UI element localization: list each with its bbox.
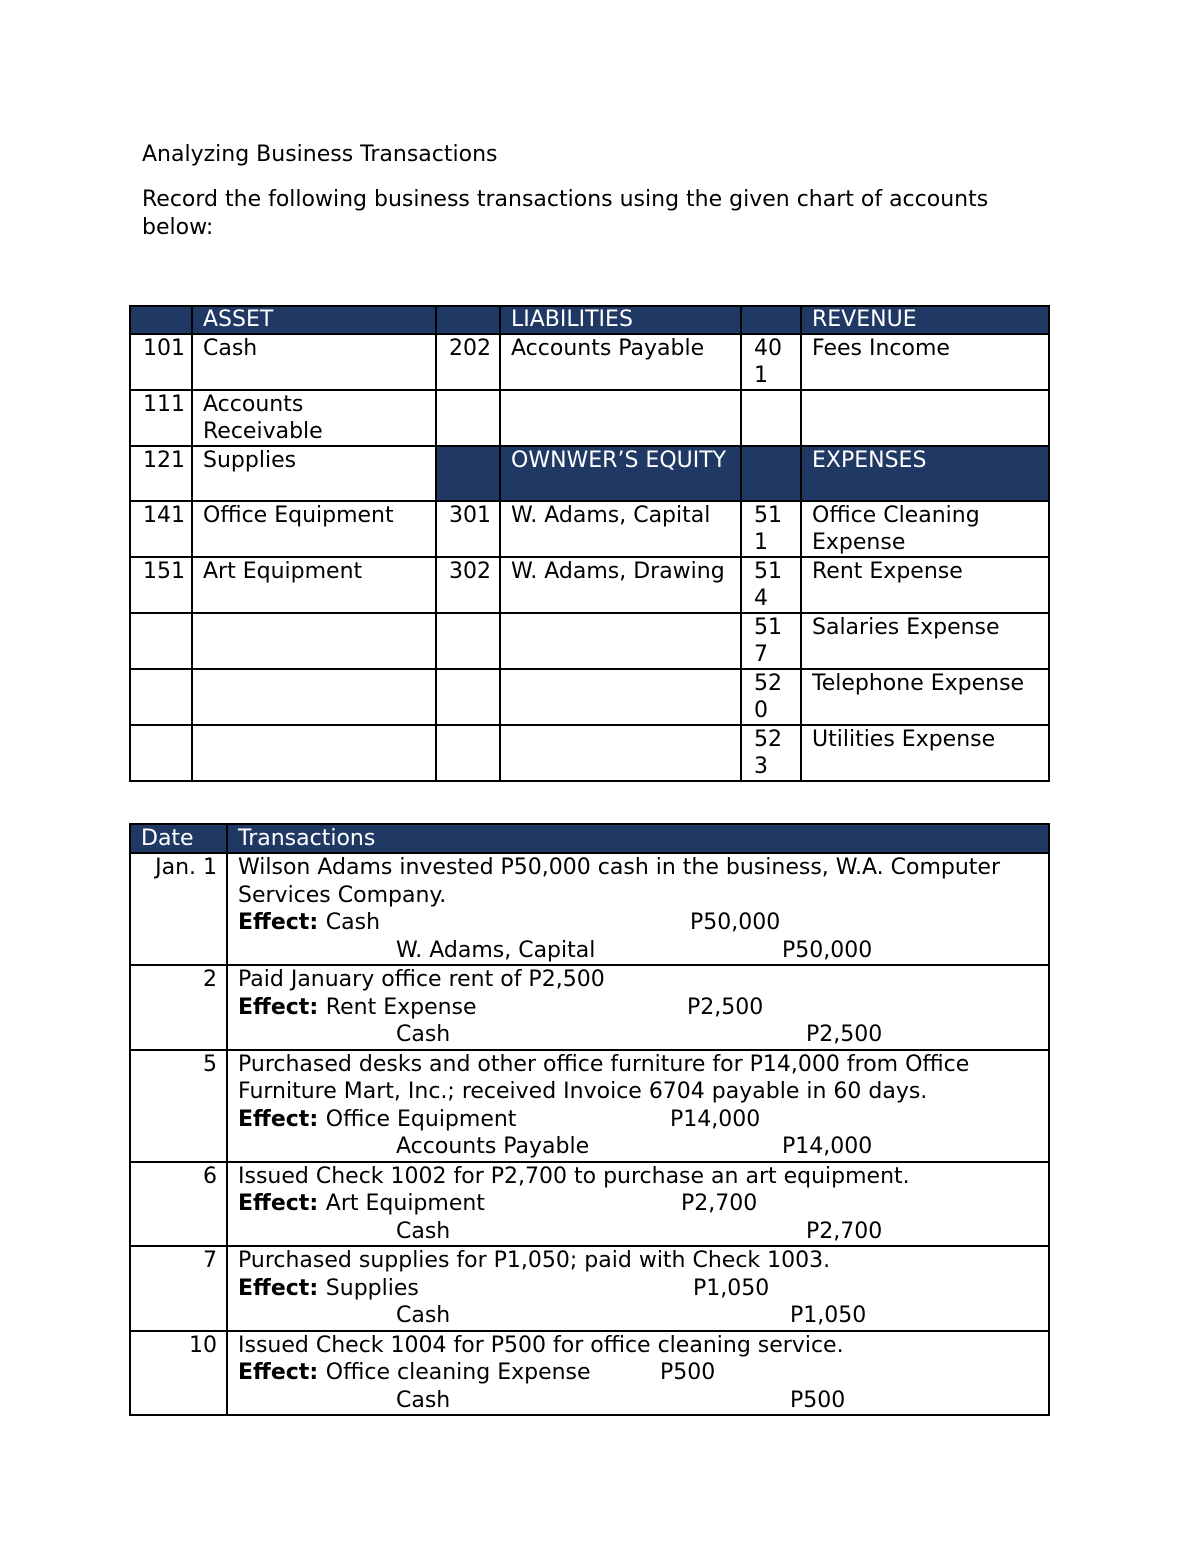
account-name: Telephone Expense <box>801 669 1049 725</box>
account-code: 514 <box>741 557 801 613</box>
transaction-date: 7 <box>130 1246 227 1331</box>
transaction-date: 10 <box>130 1331 227 1416</box>
debit-line <box>238 994 1038 1022</box>
coa-row <box>130 446 1049 501</box>
expenses-header: EXPENSES <box>801 446 1049 501</box>
debit-account: Office cleaning Expense <box>325 1360 591 1385</box>
effect-label: Effect: <box>238 994 326 1020</box>
credit-line <box>238 1218 1038 1246</box>
account-name: Rent Expense <box>801 557 1049 613</box>
debit-line <box>238 1190 1038 1218</box>
effect-label: Effect: <box>238 1191 326 1216</box>
debit-amount: P14,000 <box>670 1106 761 1132</box>
account-code: 121 <box>130 446 192 501</box>
credit-line <box>238 1133 1038 1161</box>
transaction-row <box>130 853 1049 965</box>
debit-line <box>238 1275 1038 1303</box>
instruction-text: Record the following business transactions using the given chart of accounts below: <box>142 187 989 240</box>
account-code: 517 <box>741 613 801 669</box>
credit-line <box>238 937 1038 965</box>
credit-account: Cash <box>396 1218 451 1244</box>
transactions-column-header: Transactions <box>227 824 1049 853</box>
transaction-row <box>130 965 1049 1050</box>
debit-amount: P50,000 <box>690 910 781 935</box>
debit-amount: P2,700 <box>681 1191 758 1216</box>
debit-amount: P500 <box>660 1360 716 1385</box>
transaction-description: Wilson Adams invested P50,000 cash in the business, W.A. Computer Services Company. <box>238 855 1001 908</box>
coa-row <box>130 613 1049 669</box>
debit-amount: P1,050 <box>693 1275 770 1301</box>
effect-label: Effect: <box>238 1275 326 1301</box>
account-code: 520 <box>741 669 801 725</box>
account-name: Cash <box>192 334 436 390</box>
account-name: Accounts Payable <box>500 334 741 390</box>
effect-label: Effect: <box>238 1106 326 1132</box>
debit-line <box>238 1106 1038 1134</box>
account-name: W. Adams, Drawing <box>500 557 741 613</box>
account-code: 401 <box>741 334 801 390</box>
account-name: Accounts Receivable <box>192 390 436 446</box>
credit-account: Cash <box>396 1387 451 1413</box>
transaction-row <box>130 1050 1049 1162</box>
coa-row <box>130 669 1049 725</box>
account-name: W. Adams, Capital <box>500 501 741 557</box>
account-code: 151 <box>130 557 192 613</box>
credit-account: Cash <box>396 1303 451 1328</box>
account-code: 511 <box>741 501 801 557</box>
account-code: 301 <box>436 501 500 557</box>
liabilities-header: LIABILITIES <box>500 306 741 334</box>
date-column-header: Date <box>130 824 227 853</box>
transaction-description: Issued Check 1004 for P500 for office cleaning service. <box>238 1332 844 1358</box>
transaction-row <box>130 1246 1049 1331</box>
account-code: 101 <box>130 334 192 390</box>
credit-amount: P14,000 <box>782 1134 873 1159</box>
transaction-description: Paid January office rent of P2,500 <box>238 967 605 992</box>
transactions-header-row <box>130 824 1049 853</box>
credit-amount: P2,500 <box>806 1022 883 1047</box>
debit-account: Supplies <box>325 1275 419 1301</box>
account-name: Utilities Expense <box>801 725 1049 781</box>
account-code: 141 <box>130 501 192 557</box>
coa-row <box>130 725 1049 781</box>
credit-account: Accounts Payable <box>396 1134 590 1159</box>
debit-account: Art Equipment <box>325 1191 485 1216</box>
transaction-row <box>130 1331 1049 1416</box>
debit-line <box>238 909 1038 937</box>
transaction-row <box>130 1162 1049 1247</box>
debit-account: Cash <box>325 910 381 935</box>
transaction-date: Jan. 1 <box>130 853 227 965</box>
coa-row <box>130 390 1049 446</box>
credit-line <box>238 1387 1038 1415</box>
credit-amount: P50,000 <box>782 937 873 963</box>
coa-row <box>130 334 1049 390</box>
debit-account: Rent Expense <box>325 994 477 1020</box>
owners-equity-header: OWNWER’S EQUITY <box>500 446 741 501</box>
account-name: Art Equipment <box>192 557 436 613</box>
transaction-description: Issued Check 1002 for P2,700 to purchase an art equipment. <box>238 1163 910 1189</box>
debit-amount: P2,500 <box>687 994 764 1020</box>
asset-header: ASSET <box>192 306 436 334</box>
transactions-table <box>129 823 1050 1416</box>
page-title: Analyzing Business Transactions <box>142 142 498 167</box>
credit-amount: P1,050 <box>790 1303 867 1328</box>
debit-line <box>238 1359 1038 1387</box>
transaction-date: 2 <box>130 965 227 1050</box>
revenue-header: REVENUE <box>801 306 1049 334</box>
credit-account: Cash <box>396 1022 451 1047</box>
credit-amount: P500 <box>790 1387 846 1413</box>
transaction-description: Purchased supplies for P1,050; paid with Check 1003. <box>238 1248 831 1273</box>
effect-label: Effect: <box>238 910 326 935</box>
chart-of-accounts-table <box>129 305 1050 782</box>
coa-row <box>130 501 1049 557</box>
account-code: 523 <box>741 725 801 781</box>
account-code: 302 <box>436 557 500 613</box>
transaction-date: 5 <box>130 1050 227 1162</box>
coa-row <box>130 557 1049 613</box>
credit-line <box>238 1302 1038 1330</box>
account-code: 111 <box>130 390 192 446</box>
account-name: Fees Income <box>801 334 1049 390</box>
account-name: Salaries Expense <box>801 613 1049 669</box>
transaction-date: 6 <box>130 1162 227 1247</box>
account-name: Supplies <box>192 446 436 501</box>
account-name: Office Cleaning Expense <box>801 501 1049 557</box>
account-code: 202 <box>436 334 500 390</box>
credit-line <box>238 1021 1038 1049</box>
effect-label: Effect: <box>238 1360 326 1385</box>
credit-amount: P2,700 <box>806 1218 883 1244</box>
coa-header-row <box>130 306 1049 334</box>
transaction-description: Purchased desks and other office furniture for P14,000 from Office Furniture Mart, Inc.; received Invoice 6704 payable in 60 days. <box>238 1051 970 1104</box>
credit-account: W. Adams, Capital <box>396 937 596 963</box>
debit-account: Office Equipment <box>325 1106 517 1132</box>
account-name: Office Equipment <box>192 501 436 557</box>
